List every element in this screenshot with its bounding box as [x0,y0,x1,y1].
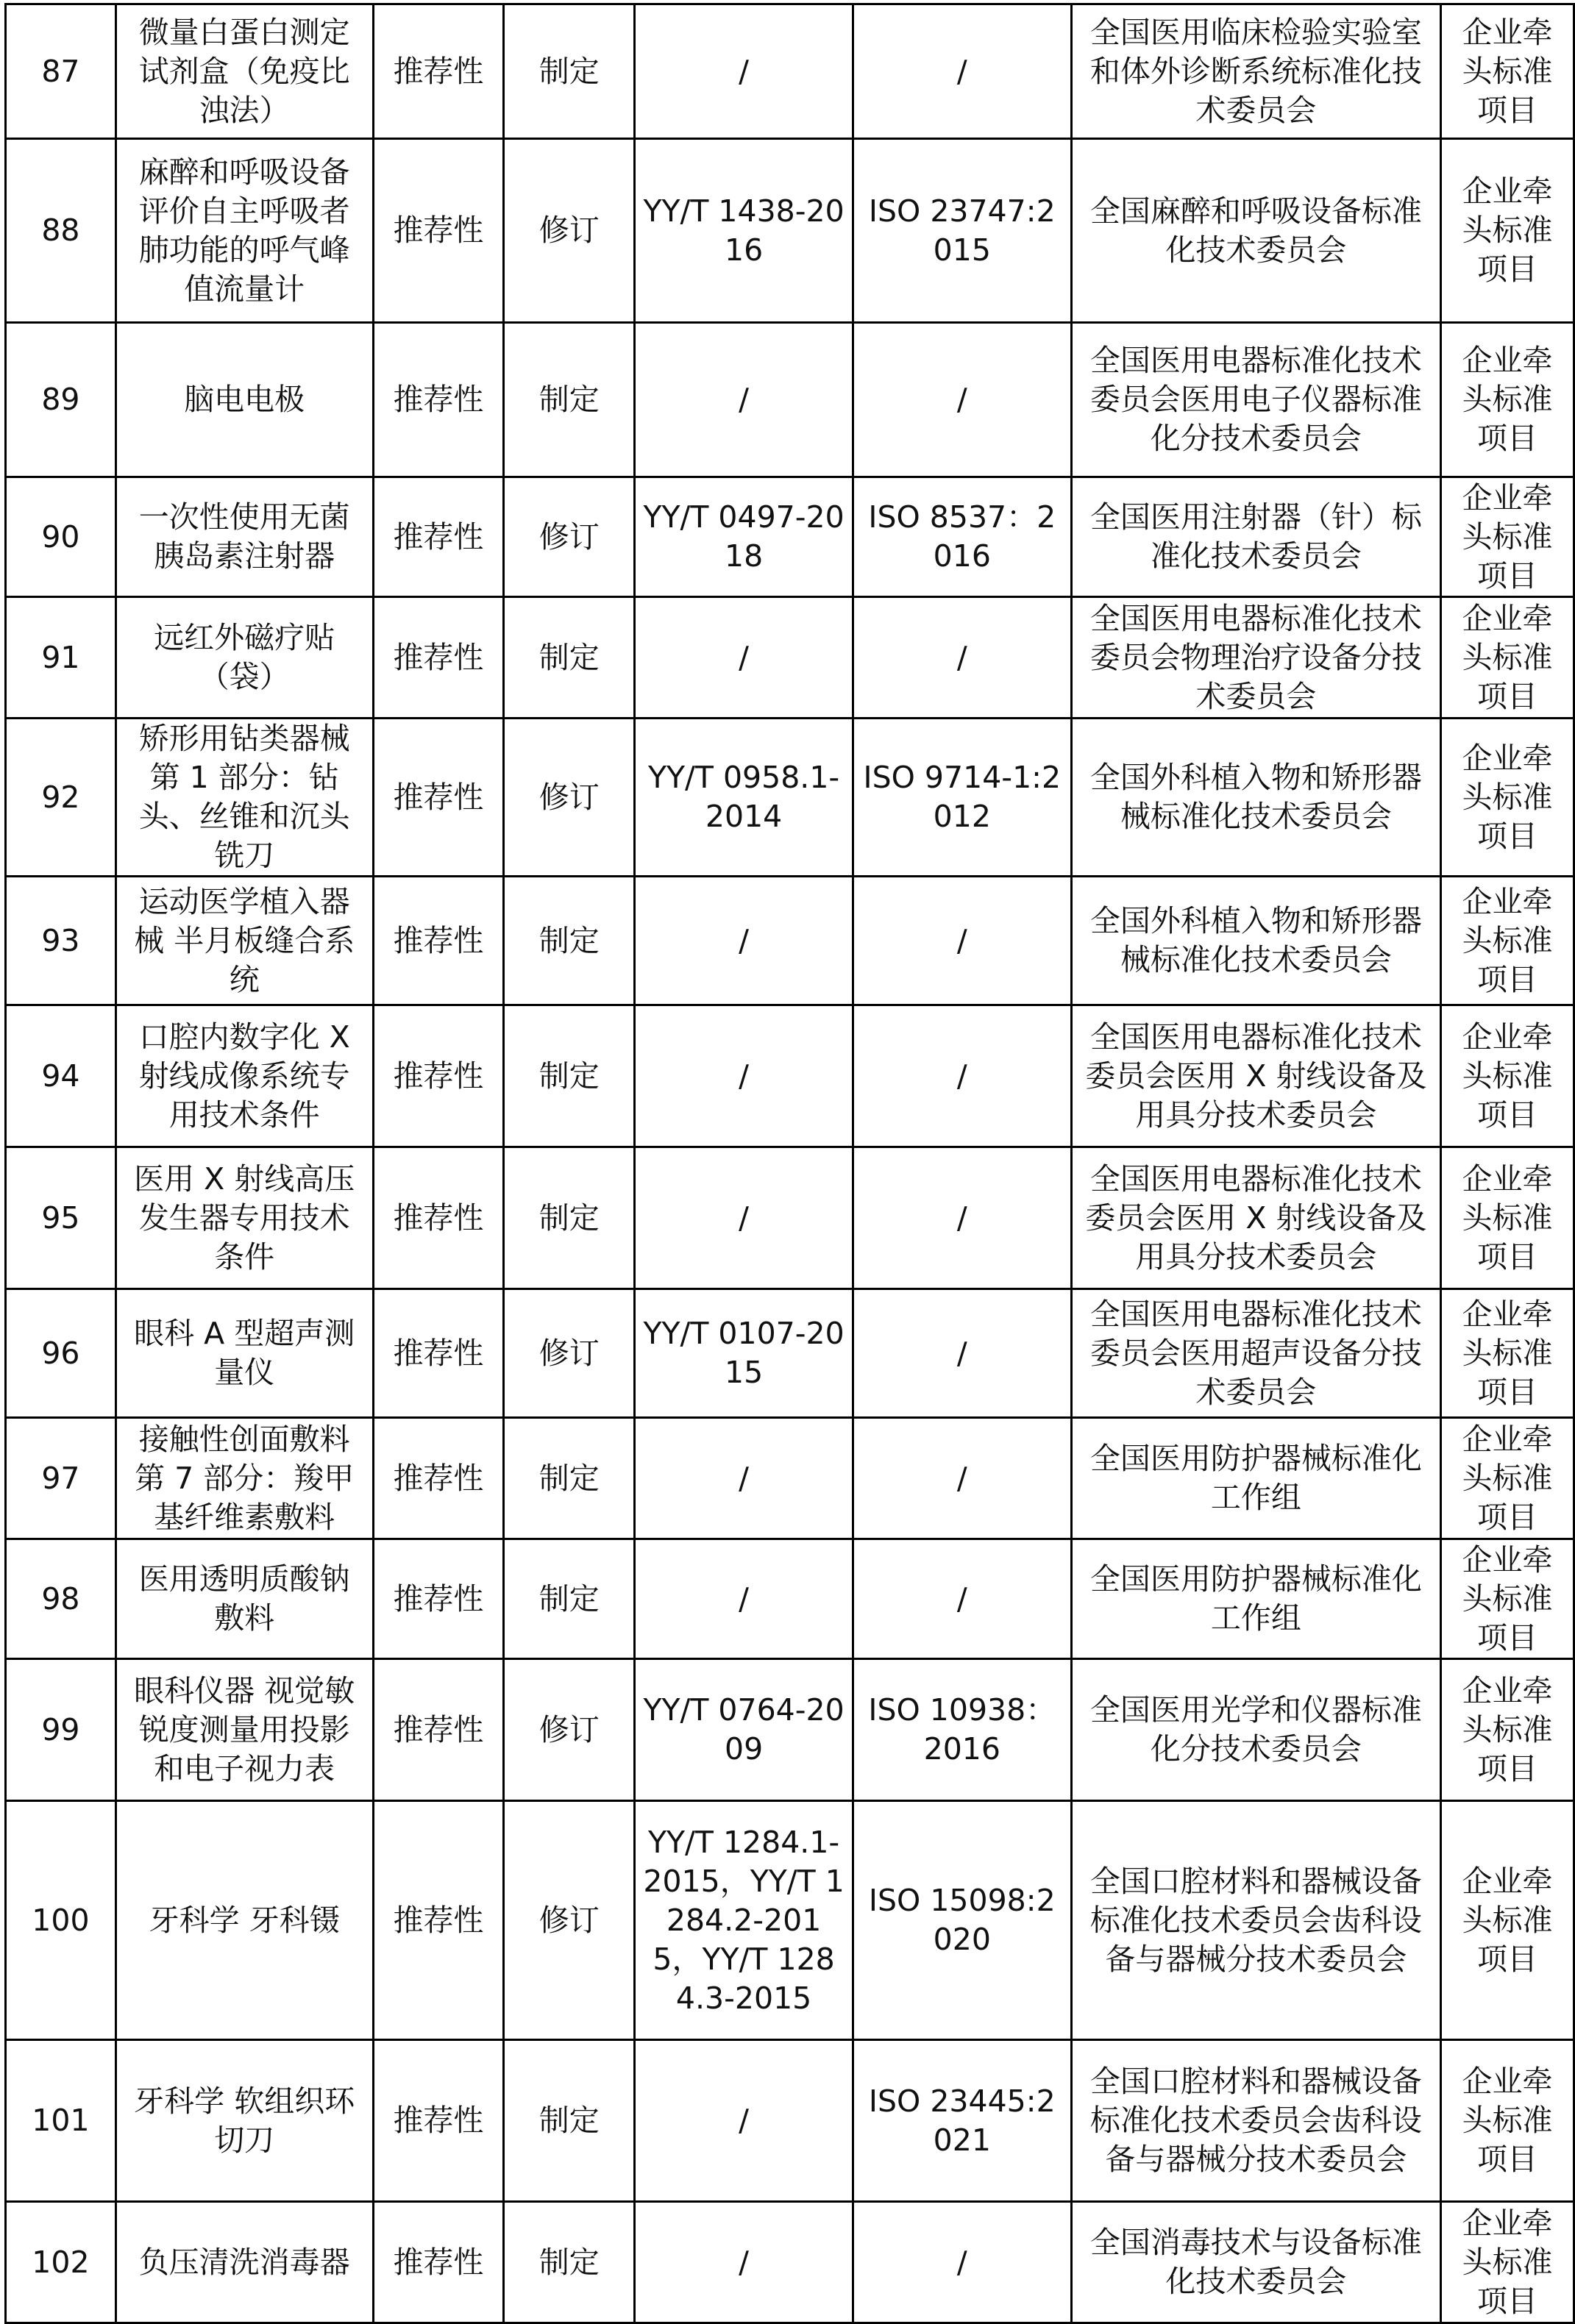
standard-name-cell: 矫形用钻类器械 第 1 部分：钻头、丝锥和沉头铣刀 [115,719,373,877]
table-row [6,1147,1574,1289]
standards-table [4,3,1575,2324]
technical-committee-cell: 全国医用防护器械标准化工作组 [1071,1418,1440,1539]
project-type-cell: 制定 [504,1147,635,1289]
adopted-international-standard-cell: ISO 8537：2016 [853,477,1071,597]
standard-name-cell: 医用 X 射线高压发生器专用技术条件 [115,1147,373,1289]
table-row [6,477,1574,597]
replaced-standard-cell: / [635,2202,853,2323]
standard-name-cell: 医用透明质酸钠敷料 [115,1539,373,1659]
adopted-international-standard-cell: / [853,877,1071,1005]
technical-committee-cell: 全国医用电器标准化技术委员会医用超声设备分技术委员会 [1071,1289,1440,1418]
adopted-international-standard-cell: / [853,1005,1071,1147]
standard-nature-cell: 推荐性 [373,1801,504,2040]
technical-committee-cell: 全国医用电器标准化技术委员会医用电子仪器标准化分技术委员会 [1071,323,1440,477]
replaced-standard-cell: / [635,597,853,719]
standard-nature-cell: 推荐性 [373,1659,504,1801]
row-number-cell: 90 [6,477,116,597]
standard-name-cell: 牙科学 牙科镊 [115,1801,373,2040]
project-type-cell: 制定 [504,2202,635,2323]
replaced-standard-cell: / [635,1539,853,1659]
standard-name-cell: 负压清洗消毒器 [115,2202,373,2323]
standard-nature-cell: 推荐性 [373,2040,504,2202]
technical-committee-cell: 全国医用防护器械标准化工作组 [1071,1539,1440,1659]
project-category-cell: 企业牵头标准项目 [1441,1659,1574,1801]
technical-committee-cell: 全国医用电器标准化技术委员会物理治疗设备分技术委员会 [1071,597,1440,719]
project-category-cell: 企业牵头标准项目 [1441,1801,1574,2040]
adopted-international-standard-cell: / [853,323,1071,477]
adopted-international-standard-cell: / [853,1418,1071,1539]
standard-nature-cell: 推荐性 [373,139,504,323]
standard-nature-cell: 推荐性 [373,4,504,139]
technical-committee-cell: 全国医用电器标准化技术委员会医用 X 射线设备及用具分技术委员会 [1071,1005,1440,1147]
adopted-international-standard-cell: / [853,2202,1071,2323]
standard-name-cell: 眼科 A 型超声测量仪 [115,1289,373,1418]
replaced-standard-cell: / [635,1147,853,1289]
standard-name-cell: 口腔内数字化 X 射线成像系统专用技术条件 [115,1005,373,1147]
row-number-cell: 98 [6,1539,116,1659]
row-number-cell: 95 [6,1147,116,1289]
replaced-standard-cell: / [635,2040,853,2202]
technical-committee-cell: 全国外科植入物和矫形器械标准化技术委员会 [1071,719,1440,877]
standard-nature-cell: 推荐性 [373,1005,504,1147]
project-type-cell: 修订 [504,1801,635,2040]
project-category-cell: 企业牵头标准项目 [1441,1005,1574,1147]
replaced-standard-cell: YY/T 0497-2018 [635,477,853,597]
replaced-standard-cell: YY/T 0107-2015 [635,1289,853,1418]
technical-committee-cell: 全国口腔材料和器械设备标准化技术委员会齿科设备与器械分技术委员会 [1071,2040,1440,2202]
technical-committee-cell: 全国消毒技术与设备标准化技术委员会 [1071,2202,1440,2323]
row-number-cell: 92 [6,719,116,877]
row-number-cell: 94 [6,1005,116,1147]
row-number-cell: 99 [6,1659,116,1801]
replaced-standard-cell: / [635,877,853,1005]
table-row [6,1418,1574,1539]
replaced-standard-cell: / [635,1418,853,1539]
standard-nature-cell: 推荐性 [373,597,504,719]
project-category-cell: 企业牵头标准项目 [1441,477,1574,597]
project-category-cell: 企业牵头标准项目 [1441,597,1574,719]
technical-committee-cell: 全国外科植入物和矫形器械标准化技术委员会 [1071,877,1440,1005]
adopted-international-standard-cell: ISO 10938：2016 [853,1659,1071,1801]
table-row [6,1539,1574,1659]
technical-committee-cell: 全国医用电器标准化技术委员会医用 X 射线设备及用具分技术委员会 [1071,1147,1440,1289]
adopted-international-standard-cell: / [853,1289,1071,1418]
project-category-cell: 企业牵头标准项目 [1441,1418,1574,1539]
table-row [6,2040,1574,2202]
standard-nature-cell: 推荐性 [373,1289,504,1418]
project-category-cell: 企业牵头标准项目 [1441,719,1574,877]
standard-nature-cell: 推荐性 [373,719,504,877]
standard-nature-cell: 推荐性 [373,1147,504,1289]
project-category-cell: 企业牵头标准项目 [1441,2040,1574,2202]
standard-nature-cell: 推荐性 [373,1539,504,1659]
project-type-cell: 制定 [504,597,635,719]
replaced-standard-cell: YY/T 0764-2009 [635,1659,853,1801]
adopted-international-standard-cell: / [853,4,1071,139]
project-type-cell: 制定 [504,1418,635,1539]
table-row [6,719,1574,877]
adopted-international-standard-cell: ISO 15098:2020 [853,1801,1071,2040]
project-type-cell: 制定 [504,2040,635,2202]
table-row [6,1801,1574,2040]
row-number-cell: 87 [6,4,116,139]
table-row [6,1289,1574,1418]
adopted-international-standard-cell: / [853,597,1071,719]
project-type-cell: 制定 [504,877,635,1005]
row-number-cell: 88 [6,139,116,323]
project-type-cell: 修订 [504,719,635,877]
row-number-cell: 97 [6,1418,116,1539]
standard-name-cell: 麻醉和呼吸设备评价自主呼吸者肺功能的呼气峰值流量计 [115,139,373,323]
standard-name-cell: 运动医学植入器械 半月板缝合系统 [115,877,373,1005]
replaced-standard-cell: / [635,1005,853,1147]
project-category-cell: 企业牵头标准项目 [1441,1539,1574,1659]
project-category-cell: 企业牵头标准项目 [1441,139,1574,323]
standard-nature-cell: 推荐性 [373,323,504,477]
standard-name-cell: 一次性使用无菌胰岛素注射器 [115,477,373,597]
standard-name-cell: 微量白蛋白测定试剂盒（免疫比浊法） [115,4,373,139]
row-number-cell: 96 [6,1289,116,1418]
row-number-cell: 93 [6,877,116,1005]
standard-nature-cell: 推荐性 [373,477,504,597]
replaced-standard-cell: YY/T 0958.1-2014 [635,719,853,877]
table-row [6,2202,1574,2323]
standard-name-cell: 眼科仪器 视觉敏锐度测量用投影和电子视力表 [115,1659,373,1801]
technical-committee-cell: 全国医用光学和仪器标准化分技术委员会 [1071,1659,1440,1801]
row-number-cell: 89 [6,323,116,477]
standard-name-cell: 接触性创面敷料 第 7 部分：羧甲基纤维素敷料 [115,1418,373,1539]
standard-nature-cell: 推荐性 [373,2202,504,2323]
standard-name-cell: 远红外磁疗贴（袋） [115,597,373,719]
standard-name-cell: 牙科学 软组织环切刀 [115,2040,373,2202]
project-type-cell: 制定 [504,323,635,477]
adopted-international-standard-cell: ISO 23747:2015 [853,139,1071,323]
table-row [6,323,1574,477]
adopted-international-standard-cell: ISO 23445:2021 [853,2040,1071,2202]
table-body [6,4,1574,2323]
project-category-cell: 企业牵头标准项目 [1441,2202,1574,2323]
replaced-standard-cell: / [635,4,853,139]
project-type-cell: 修订 [504,1659,635,1801]
table-row [6,139,1574,323]
replaced-standard-cell: / [635,323,853,477]
project-type-cell: 修订 [504,477,635,597]
table-row [6,1659,1574,1801]
project-type-cell: 修订 [504,139,635,323]
project-type-cell: 修订 [504,1289,635,1418]
adopted-international-standard-cell: / [853,1539,1071,1659]
row-number-cell: 100 [6,1801,116,2040]
project-category-cell: 企业牵头标准项目 [1441,877,1574,1005]
replaced-standard-cell: YY/T 1284.1-2015，YY/T 1284.2-2015，YY/T 1284.3-2015 [635,1801,853,2040]
project-category-cell: 企业牵头标准项目 [1441,4,1574,139]
standard-nature-cell: 推荐性 [373,1418,504,1539]
row-number-cell: 91 [6,597,116,719]
replaced-standard-cell: YY/T 1438-2016 [635,139,853,323]
table-row [6,4,1574,139]
standard-nature-cell: 推荐性 [373,877,504,1005]
project-category-cell: 企业牵头标准项目 [1441,1289,1574,1418]
adopted-international-standard-cell: / [853,1147,1071,1289]
adopted-international-standard-cell: ISO 9714-1:2012 [853,719,1071,877]
project-type-cell: 制定 [504,4,635,139]
technical-committee-cell: 全国口腔材料和器械设备标准化技术委员会齿科设备与器械分技术委员会 [1071,1801,1440,2040]
technical-committee-cell: 全国医用注射器（针）标准化技术委员会 [1071,477,1440,597]
project-type-cell: 制定 [504,1005,635,1147]
table-row [6,877,1574,1005]
table-row [6,1005,1574,1147]
row-number-cell: 102 [6,2202,116,2323]
row-number-cell: 101 [6,2040,116,2202]
project-type-cell: 制定 [504,1539,635,1659]
technical-committee-cell: 全国医用临床检验实验室和体外诊断系统标准化技术委员会 [1071,4,1440,139]
project-category-cell: 企业牵头标准项目 [1441,1147,1574,1289]
standard-name-cell: 脑电电极 [115,323,373,477]
table-row [6,597,1574,719]
technical-committee-cell: 全国麻醉和呼吸设备标准化技术委员会 [1071,139,1440,323]
project-category-cell: 企业牵头标准项目 [1441,323,1574,477]
